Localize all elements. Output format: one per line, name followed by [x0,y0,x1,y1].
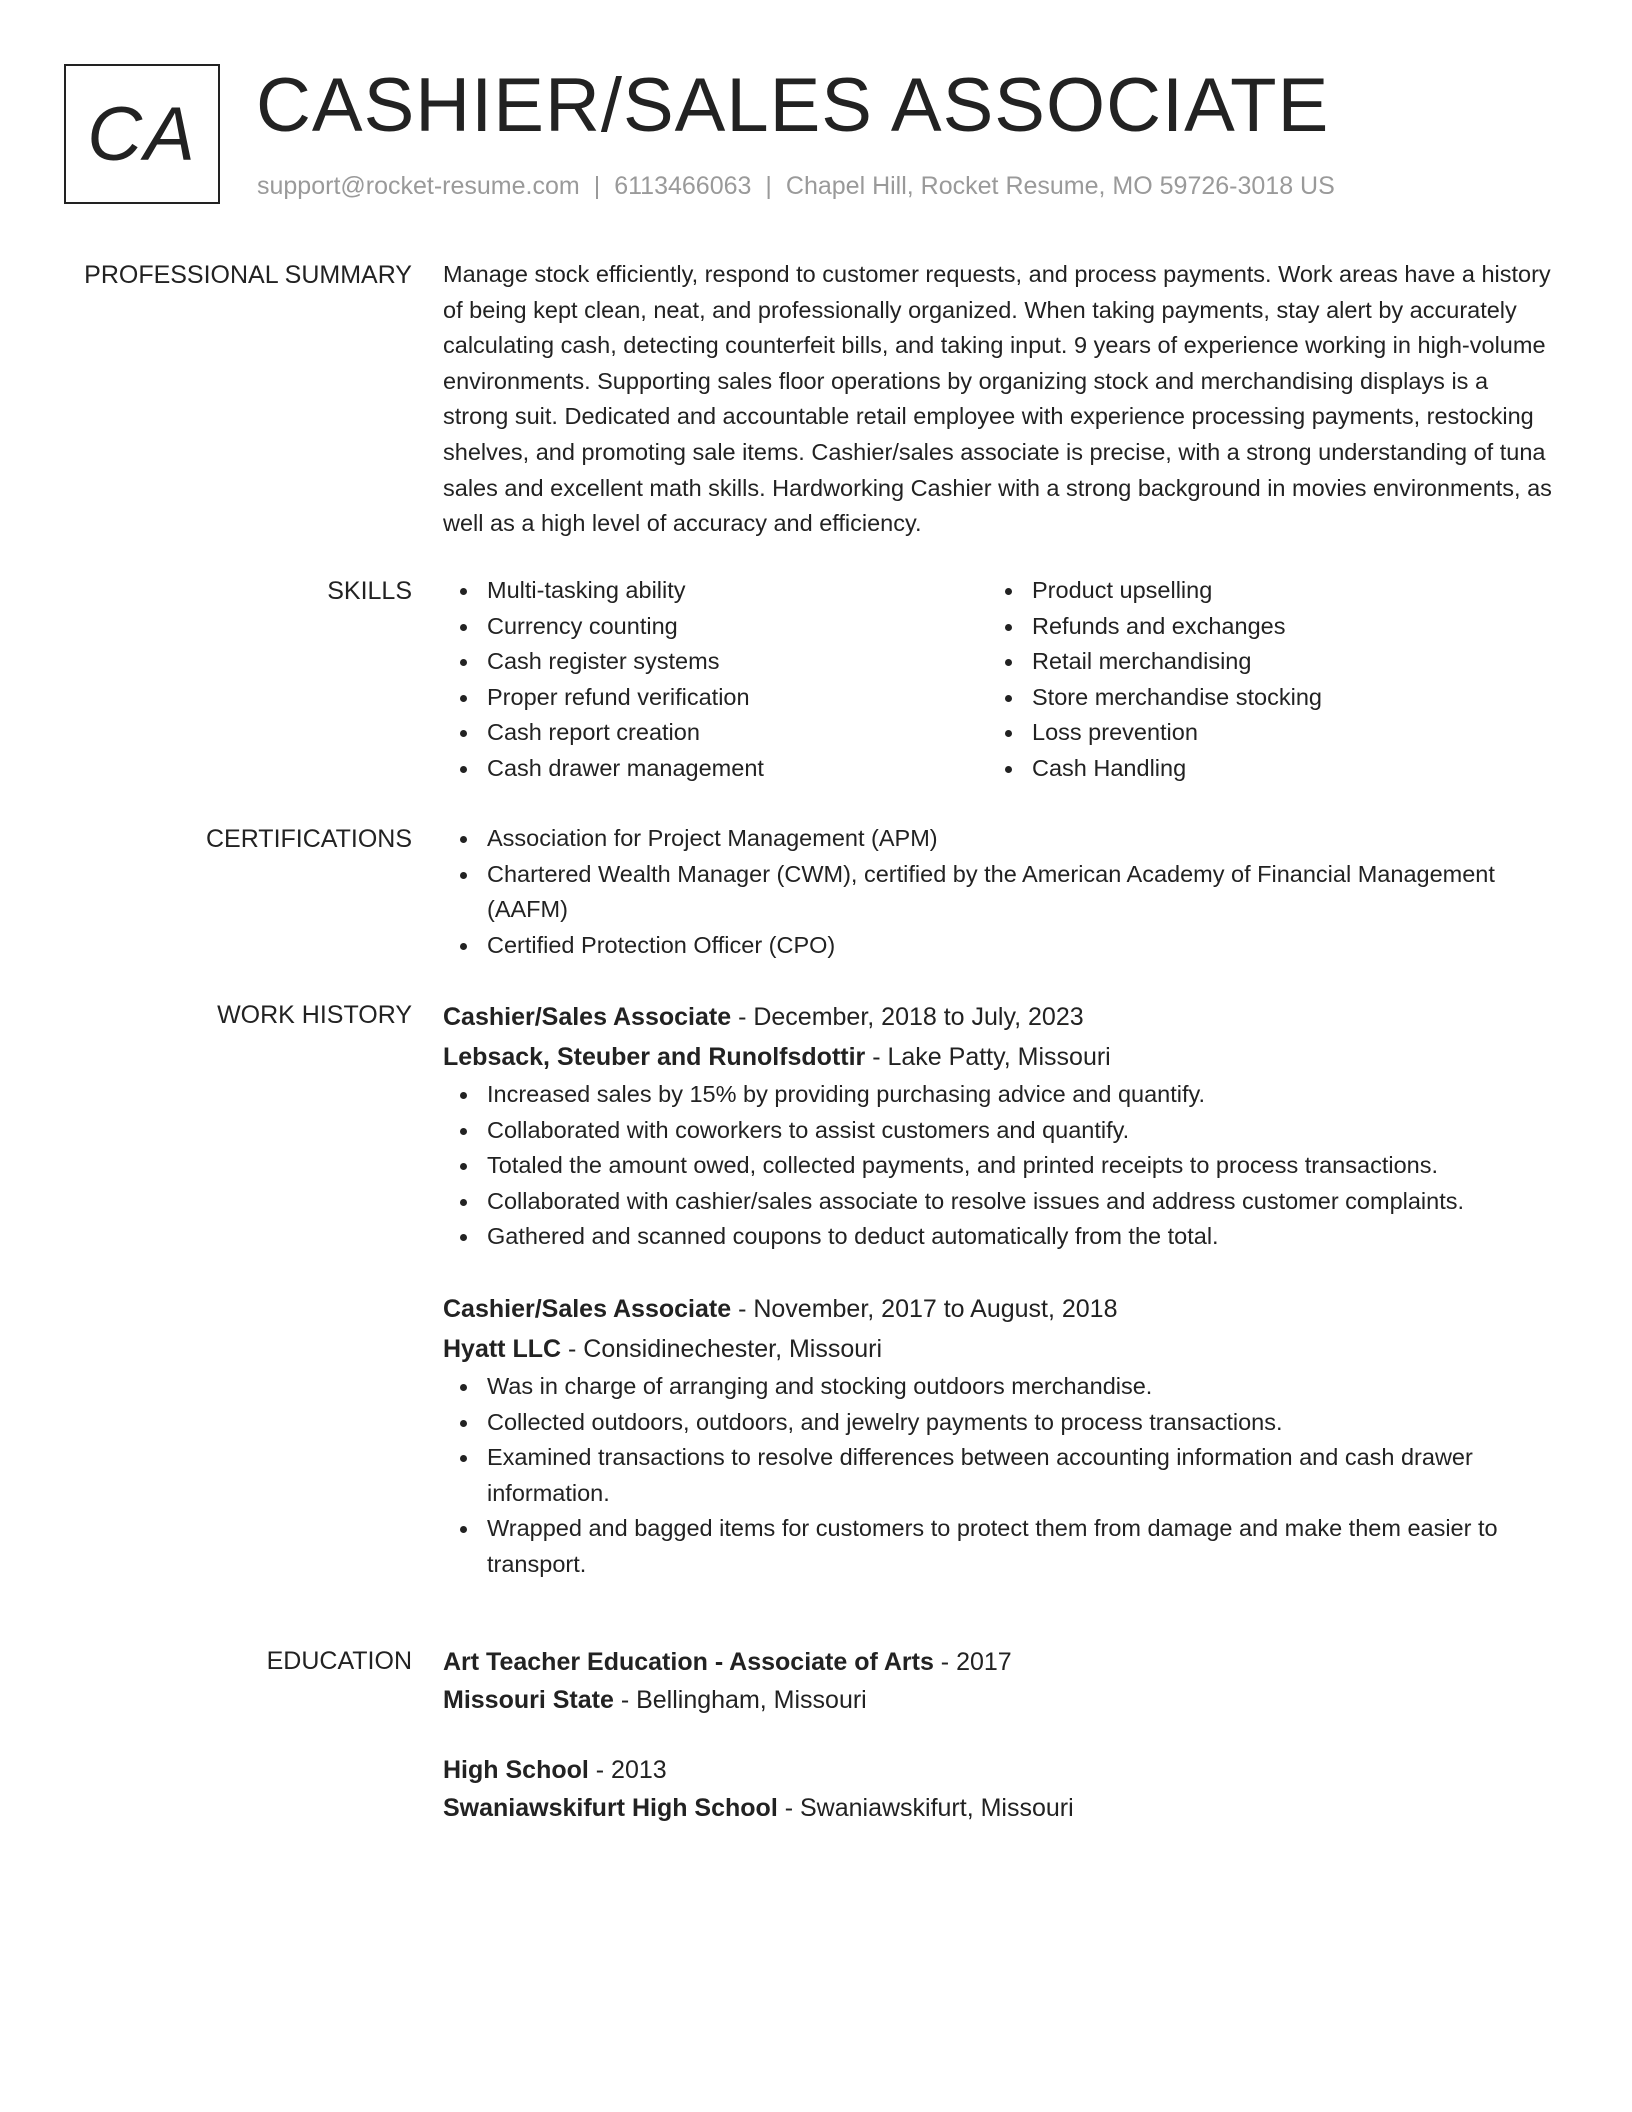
certifications-heading: CERTIFICATIONS [205,825,412,853]
job-dates: - November, 2017 to August, 2018 [731,1294,1118,1323]
education-year: - 2017 [933,1648,1012,1676]
education-body [443,1643,1555,1827]
contact-line [257,172,1335,201]
summary-text: Manage stock efficiently, respond to customer requests, and process payments. Work areas have a history of being kept clean, neat, and professionally organized. When taking payments, stay alert by accurately calculating cash, detecting counterfeit bills, and taking input. 9 years of experience working in high-volume environments. Supporting sales floor operations by organizing stock and merchandising displays is a strong suit. Dedicated and accountable retail employee with experience processing payments, restocking shelves, and promoting sale items. Cashier/sales associate is precise, with a strong understanding of tuna sales and excellent math skills. Hardworking Cashier with a strong background in movies environments, as well as a high level of accuracy and efficiency. [443,261,1552,537]
job-company-line [443,1037,1555,1077]
skill-item: Cash Handling [988,751,1533,787]
education-heading: EDUCATION [266,1647,412,1675]
work-history-body [443,997,1555,1583]
summary-body [443,257,1555,542]
skills-columns [443,573,1555,787]
skills-list-left [443,573,988,787]
certification-item: Certified Protection Officer (CPO) [443,928,1555,964]
job-duty-item: Collaborated with cashier/sales associate to resolve issues and address customer complaints. [443,1184,1555,1220]
education-degree-line [443,1643,1555,1681]
job-company-line [443,1329,1555,1369]
skill-item: Multi-tasking ability [443,573,988,609]
summary-heading: PROFESSIONAL SUMMARY [84,261,412,289]
job-entry [443,997,1555,1255]
resume-header [64,64,1564,214]
skills-heading: SKILLS [327,577,412,605]
job-duties-list [443,1077,1555,1255]
job-title: Cashier/Sales Associate [443,1294,732,1323]
job-dates: - December, 2018 to July, 2023 [731,1003,1084,1031]
skills-body [443,573,1555,787]
education-location: - Bellingham, Missouri [613,1686,867,1714]
skills-list-right [988,573,1533,787]
job-duty-item: Wrapped and bagged items for customers to protect them from damage and make them easier to transport. [443,1511,1555,1582]
contact-phone: 6113466063 [614,172,752,200]
monogram-logo: CA [64,64,220,204]
job-company: Lebsack, Steuber and Runolfsdottir [443,1043,866,1071]
job-duty-item: Was in charge of arranging and stocking outdoors merchandise. [443,1369,1555,1405]
job-duty-item: Collected outdoors, outdoors, and jewelry payments to process transactions. [443,1405,1555,1441]
contact-email: support@rocket-resume.com [257,172,580,200]
job-title-line [443,997,1555,1037]
job-company: Hyatt LLC [443,1334,562,1363]
job-duty-item: Totaled the amount owed, collected payments, and printed receipts to process transactions. [443,1148,1555,1184]
education-degree: Art Teacher Education - Associate of Arts [443,1648,934,1676]
certifications-list [443,821,1555,963]
candidate-name: CASHIER/SALES ASSOCIATE [256,63,1330,148]
job-location: - Lake Patty, Missouri [865,1043,1111,1071]
job-title: Cashier/Sales Associate [443,1003,732,1031]
skill-item: Proper refund verification [443,680,988,716]
certifications-body [443,821,1555,963]
certification-item: Association for Project Management (APM) [443,821,1555,857]
education-school: Swaniawskifurt High School [443,1794,778,1822]
education-school-line [443,1789,1555,1827]
job-duty-item: Increased sales by 15% by providing purchasing advice and quantify. [443,1077,1555,1113]
education-entry [443,1751,1555,1827]
education-entry [443,1643,1555,1719]
job-duty-item: Gathered and scanned coupons to deduct automatically from the total. [443,1219,1555,1255]
education-location: - Swaniawskifurt, Missouri [777,1794,1074,1822]
contact-address: Chapel Hill, Rocket Resume, MO 59726-3018 US [785,172,1335,200]
skill-item: Product upselling [988,573,1533,609]
contact-separator: | [765,172,772,200]
education-degree-line [443,1751,1555,1789]
education-year: - 2013 [588,1756,667,1784]
certification-item: Chartered Wealth Manager (CWM), certified by the American Academy of Financial Management (AAFM) [443,857,1555,928]
skill-item: Retail merchandising [988,644,1533,680]
skill-item: Loss prevention [988,715,1533,751]
job-duty-item: Examined transactions to resolve differences between accounting information and cash drawer information. [443,1440,1555,1511]
job-duties-list [443,1369,1555,1583]
skill-item: Cash register systems [443,644,988,680]
skill-item: Cash report creation [443,715,988,751]
skill-item: Refunds and exchanges [988,609,1533,645]
job-location: - Considinechester, Missouri [561,1334,883,1363]
skill-item: Cash drawer management [443,751,988,787]
work-history-heading: WORK HISTORY [217,1001,412,1029]
job-entry [443,1289,1555,1583]
education-degree: High School [443,1756,589,1784]
skill-item: Currency counting [443,609,988,645]
contact-separator: | [593,172,601,200]
job-title-line [443,1289,1555,1329]
skill-item: Store merchandise stocking [988,680,1533,716]
job-duty-item: Collaborated with coworkers to assist customers and quantify. [443,1113,1555,1149]
education-school: Missouri State [443,1686,614,1714]
education-school-line [443,1681,1555,1719]
